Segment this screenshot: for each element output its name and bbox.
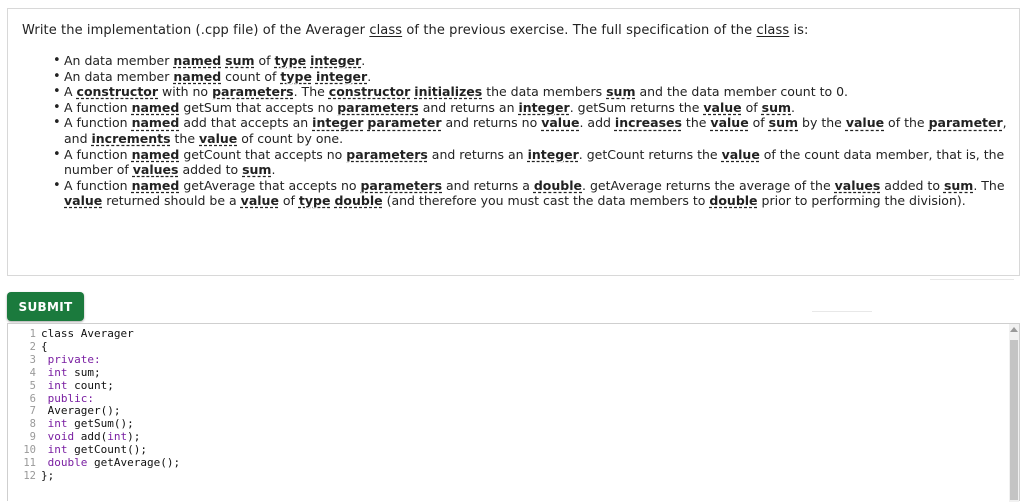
code-token: getCount();	[67, 443, 147, 457]
spec-text: and the data member count to 0.	[635, 84, 849, 100]
spec-text: , and	[64, 115, 1007, 146]
glossary-term-link[interactable]: sum	[225, 53, 255, 68]
spec-text: of the count data member, that is, the number of	[64, 146, 1005, 178]
intro-text: of the previous exercise. The full specification of the	[402, 23, 757, 38]
code-token: Averager();	[41, 404, 121, 418]
divider	[930, 279, 1014, 280]
spec-text: A function	[64, 115, 132, 131]
code-keyword: int	[107, 430, 128, 444]
glossary-term-link[interactable]: named	[131, 115, 180, 131]
code-token: );	[127, 430, 141, 444]
spec-text: .	[361, 53, 366, 68]
glossary-term-link[interactable]: sum	[606, 84, 636, 100]
glossary-term-link[interactable]: value	[199, 130, 238, 146]
code-keyword: int	[41, 443, 68, 457]
specification-item	[64, 178, 1009, 209]
line-number: 11	[23, 457, 36, 470]
spec-text: add that accepts an	[179, 115, 313, 131]
glossary-term-link[interactable]: parameter	[367, 115, 442, 131]
glossary-term-link[interactable]: named	[173, 68, 222, 84]
spec-text: added to	[880, 177, 944, 193]
code-line[interactable]	[41, 457, 180, 470]
code-content[interactable]	[41, 328, 180, 483]
spec-text: and returns an	[418, 99, 519, 115]
line-number: 1	[29, 328, 36, 340]
spec-text: . add	[579, 115, 615, 131]
intro-text: Write the implementation (.cpp file) of the Averager	[22, 23, 370, 38]
spec-text: A function	[64, 146, 132, 162]
spec-text: count of	[221, 68, 281, 84]
spec-text: with no	[158, 84, 213, 100]
scroll-thumb[interactable]	[1010, 340, 1018, 500]
spec-text: An data member	[64, 53, 174, 68]
specification-item	[64, 100, 1009, 116]
glossary-term-link[interactable]: values	[834, 177, 881, 193]
glossary-term-link[interactable]: parameters	[337, 99, 419, 115]
problem-statement-panel	[7, 8, 1020, 276]
glossary-term-link[interactable]: sum	[242, 162, 272, 178]
spec-text: the	[681, 115, 711, 131]
spec-text: the data members	[482, 84, 607, 100]
specification-item	[64, 53, 1009, 69]
code-keyword: void	[41, 430, 75, 444]
specification-list	[64, 53, 1009, 209]
code-keyword: private:	[41, 352, 101, 366]
vertical-scrollbar[interactable]	[1009, 324, 1019, 502]
code-editor[interactable]	[7, 323, 1020, 501]
glossary-term-link[interactable]: named	[131, 99, 180, 115]
glossary-term-link[interactable]: integer	[315, 68, 368, 84]
glossary-term-link[interactable]: type	[280, 68, 312, 84]
divider	[812, 311, 872, 312]
class-link[interactable]: class	[756, 23, 790, 38]
glossary-term-link[interactable]: values	[132, 162, 179, 178]
spec-text: getSum that accepts no	[179, 99, 338, 115]
specification-item	[64, 69, 1009, 85]
glossary-term-link[interactable]: initializes	[414, 84, 483, 100]
spec-text: added to	[178, 162, 243, 178]
code-token: add(	[74, 430, 108, 444]
spec-text: getCount that accepts no	[179, 146, 347, 162]
glossary-term-link[interactable]: double	[533, 177, 582, 193]
code-token: getSum();	[67, 417, 134, 431]
glossary-term-link[interactable]: value	[721, 146, 760, 162]
glossary-term-link[interactable]: increases	[614, 115, 682, 131]
glossary-term-link[interactable]: value	[710, 115, 749, 131]
code-keyword: int	[41, 417, 68, 431]
class-link[interactable]: class	[369, 23, 403, 38]
glossary-term-link[interactable]: value	[240, 193, 279, 209]
spec-text: (and therefore you must cast the data members to	[382, 193, 710, 209]
glossary-term-link[interactable]: type	[274, 53, 307, 68]
spec-text: and returns a	[442, 177, 534, 193]
line-number: 6	[29, 392, 36, 405]
spec-text: An data member	[64, 68, 174, 84]
glossary-term-link[interactable]: value	[541, 115, 580, 131]
spec-text: prior to performing the division).	[757, 193, 966, 209]
line-number: 9	[29, 431, 36, 444]
glossary-term-link[interactable]: sum	[943, 177, 974, 193]
code-keyword: int	[41, 365, 68, 379]
spec-text: .	[271, 162, 276, 178]
glossary-term-link[interactable]: integer	[310, 53, 362, 68]
spec-text: returned should be a	[102, 193, 241, 209]
spec-text: by the	[798, 115, 846, 131]
line-number: 10	[23, 444, 36, 457]
glossary-term-link[interactable]: value	[64, 193, 103, 209]
specification-item	[64, 115, 1009, 146]
code-token: };	[41, 468, 55, 482]
code-token: count;	[67, 378, 114, 392]
line-number: 2	[29, 340, 36, 353]
line-number: 8	[29, 418, 36, 431]
code-line[interactable]	[41, 470, 180, 483]
glossary-term-link[interactable]: integer	[312, 115, 364, 131]
glossary-term-link[interactable]: double	[334, 193, 383, 209]
spec-text: . getAverage returns the average of the	[582, 177, 835, 193]
code-keyword: public:	[41, 391, 94, 405]
code-token: sum;	[67, 365, 101, 379]
spec-text: of the	[884, 115, 929, 131]
glossary-term-link[interactable]: named	[173, 53, 222, 68]
spec-text: .	[791, 99, 795, 115]
spec-text: . The	[973, 177, 1005, 193]
line-number: 4	[29, 366, 36, 379]
glossary-term-link[interactable]: constructor	[76, 84, 159, 100]
glossary-term-link[interactable]: increments	[91, 130, 171, 146]
code-keyword: double	[41, 456, 88, 470]
line-number: 5	[29, 379, 36, 392]
glossary-term-link[interactable]: integer	[527, 146, 579, 162]
submit-button[interactable]: SUBMIT	[7, 292, 84, 321]
glossary-term-link[interactable]: double	[709, 193, 758, 209]
line-number-gutter	[8, 328, 36, 483]
glossary-term-link[interactable]: parameter	[928, 115, 1003, 131]
spec-text: A	[64, 84, 77, 100]
specification-item	[64, 84, 1009, 100]
glossary-term-link[interactable]: integer	[518, 99, 570, 115]
code-token: class Averager	[41, 327, 134, 340]
glossary-term-link[interactable]: type	[298, 193, 331, 209]
spec-text: of	[278, 193, 299, 209]
spec-text: . The	[293, 84, 329, 100]
spec-text: A function	[64, 177, 132, 193]
spec-text: of	[748, 115, 769, 131]
spec-text: and returns no	[441, 115, 542, 131]
spec-text: . getCount returns the	[578, 146, 722, 162]
code-keyword: int	[41, 378, 68, 392]
spec-text: of	[741, 99, 762, 115]
specification-item	[64, 147, 1009, 178]
spec-text: A function	[64, 99, 132, 115]
code-line[interactable]	[41, 328, 180, 341]
spec-text: getAverage that accepts no	[179, 177, 361, 193]
glossary-term-link[interactable]: constructor	[328, 84, 411, 100]
spec-text: . getSum returns the	[569, 99, 704, 115]
glossary-term-link[interactable]: parameters	[346, 146, 428, 162]
problem-intro	[22, 23, 809, 39]
glossary-term-link[interactable]: named	[131, 177, 180, 193]
scroll-up-arrow-icon[interactable]	[1010, 327, 1018, 332]
line-number: 12	[23, 469, 36, 482]
glossary-term-link[interactable]: named	[131, 146, 180, 162]
line-number: 7	[29, 405, 36, 418]
glossary-term-link[interactable]: parameters	[212, 84, 294, 100]
glossary-term-link[interactable]: sum	[761, 99, 792, 115]
glossary-term-link[interactable]: sum	[768, 115, 799, 131]
spec-text: the	[170, 130, 200, 146]
spec-text: of count by one.	[237, 130, 344, 146]
glossary-term-link[interactable]: parameters	[360, 177, 443, 193]
code-token: getAverage();	[87, 456, 181, 470]
line-number: 3	[29, 353, 36, 366]
intro-text: is:	[789, 23, 809, 38]
glossary-term-link[interactable]: value	[703, 99, 742, 115]
spec-text: and returns an	[427, 146, 528, 162]
glossary-term-link[interactable]: value	[845, 115, 885, 131]
spec-text: .	[367, 68, 372, 84]
code-token: {	[41, 339, 48, 353]
spec-text: of	[254, 53, 275, 68]
